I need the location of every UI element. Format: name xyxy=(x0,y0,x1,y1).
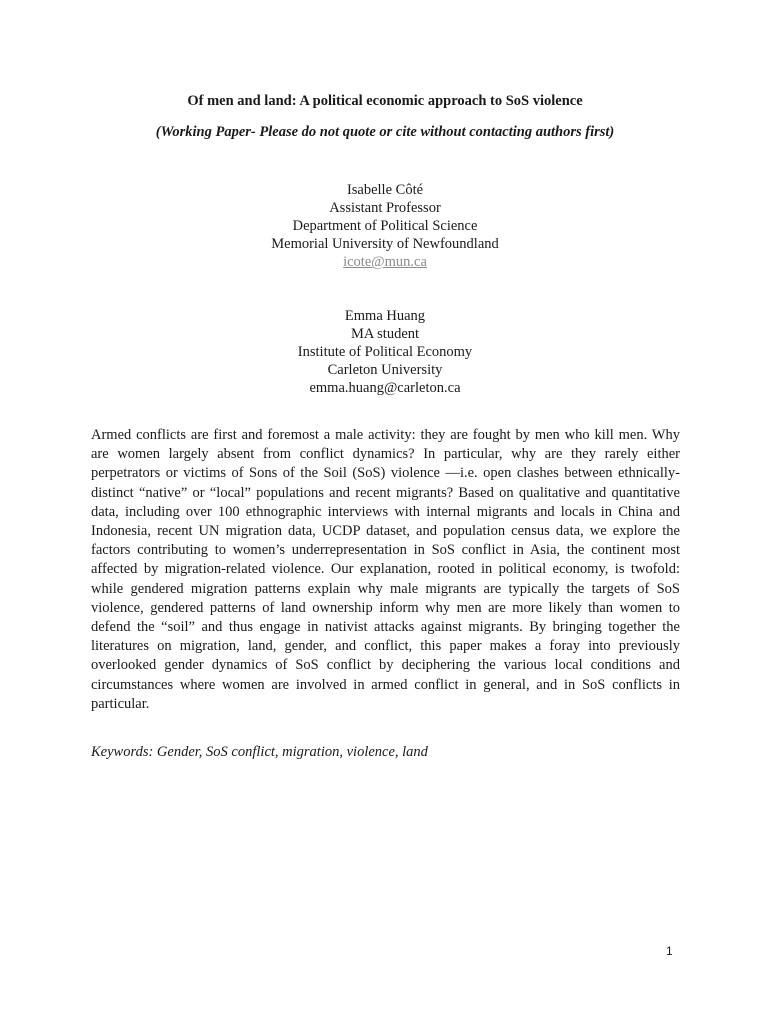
keywords-line: Keywords: Gender, SoS conflict, migration, violence, land xyxy=(91,744,428,760)
author-department: Department of Political Science xyxy=(292,218,478,234)
author-institution: Memorial University of Newfoundland xyxy=(271,236,499,252)
author-position: Assistant Professor xyxy=(329,200,441,216)
author-email: emma.huang@carleton.ca xyxy=(309,380,461,396)
author-block-2 xyxy=(0,307,770,397)
author-name: Emma Huang xyxy=(344,308,426,324)
author-department: Institute of Political Economy xyxy=(297,344,473,360)
author-name: Isabelle Côté xyxy=(346,182,424,198)
author-institution: Carleton University xyxy=(327,362,443,378)
page-number: 1 xyxy=(666,944,673,958)
author-block-1 xyxy=(0,181,770,271)
paper-subtitle: (Working Paper- Please do not quote or cite without contacting authors first) xyxy=(155,124,615,140)
author-email-link[interactable]: icote@mun.ca xyxy=(343,254,427,270)
paper-title: Of men and land: A political economic approach to SoS violence xyxy=(187,93,583,109)
author-position: MA student xyxy=(350,326,420,342)
abstract-paragraph: Armed conflicts are first and foremost a male activity: they are fought by men who kill men. Why are women largely absent from conflict dynamics? In particular, why are they rarely either perpetrators or victims of Sons of the Soil (SoS) violence —i.e. open clashes between ethnically-distinct “native” or “local” populations and recent migrants? Based on qualitative and quantitative data, including over 100 ethnographic interviews with internal migrants and locals in China and Indonesia, recent UN migration data, UCDP dataset, and population census data, we explore the factors contributing to women’s underrepresentation in SoS conflict in Asia, the continent most affected by migration-related violence. Our explanation, rooted in political economy, is twofold: while gendered migration patterns explain why male migrants are typically the targets of SoS violence, gendered patterns of land ownership inform why men are more likely than women to defend the “soil” and thus engage in nativist attacks against migrants. By bringing together the literatures on migration, land, gender, and conflict, this paper makes a foray into previously overlooked gender dynamics of SoS conflict by deciphering the various local conditions and circumstances where women are involved in armed conflict in general, and in SoS conflicts in particular. xyxy=(91,427,680,712)
